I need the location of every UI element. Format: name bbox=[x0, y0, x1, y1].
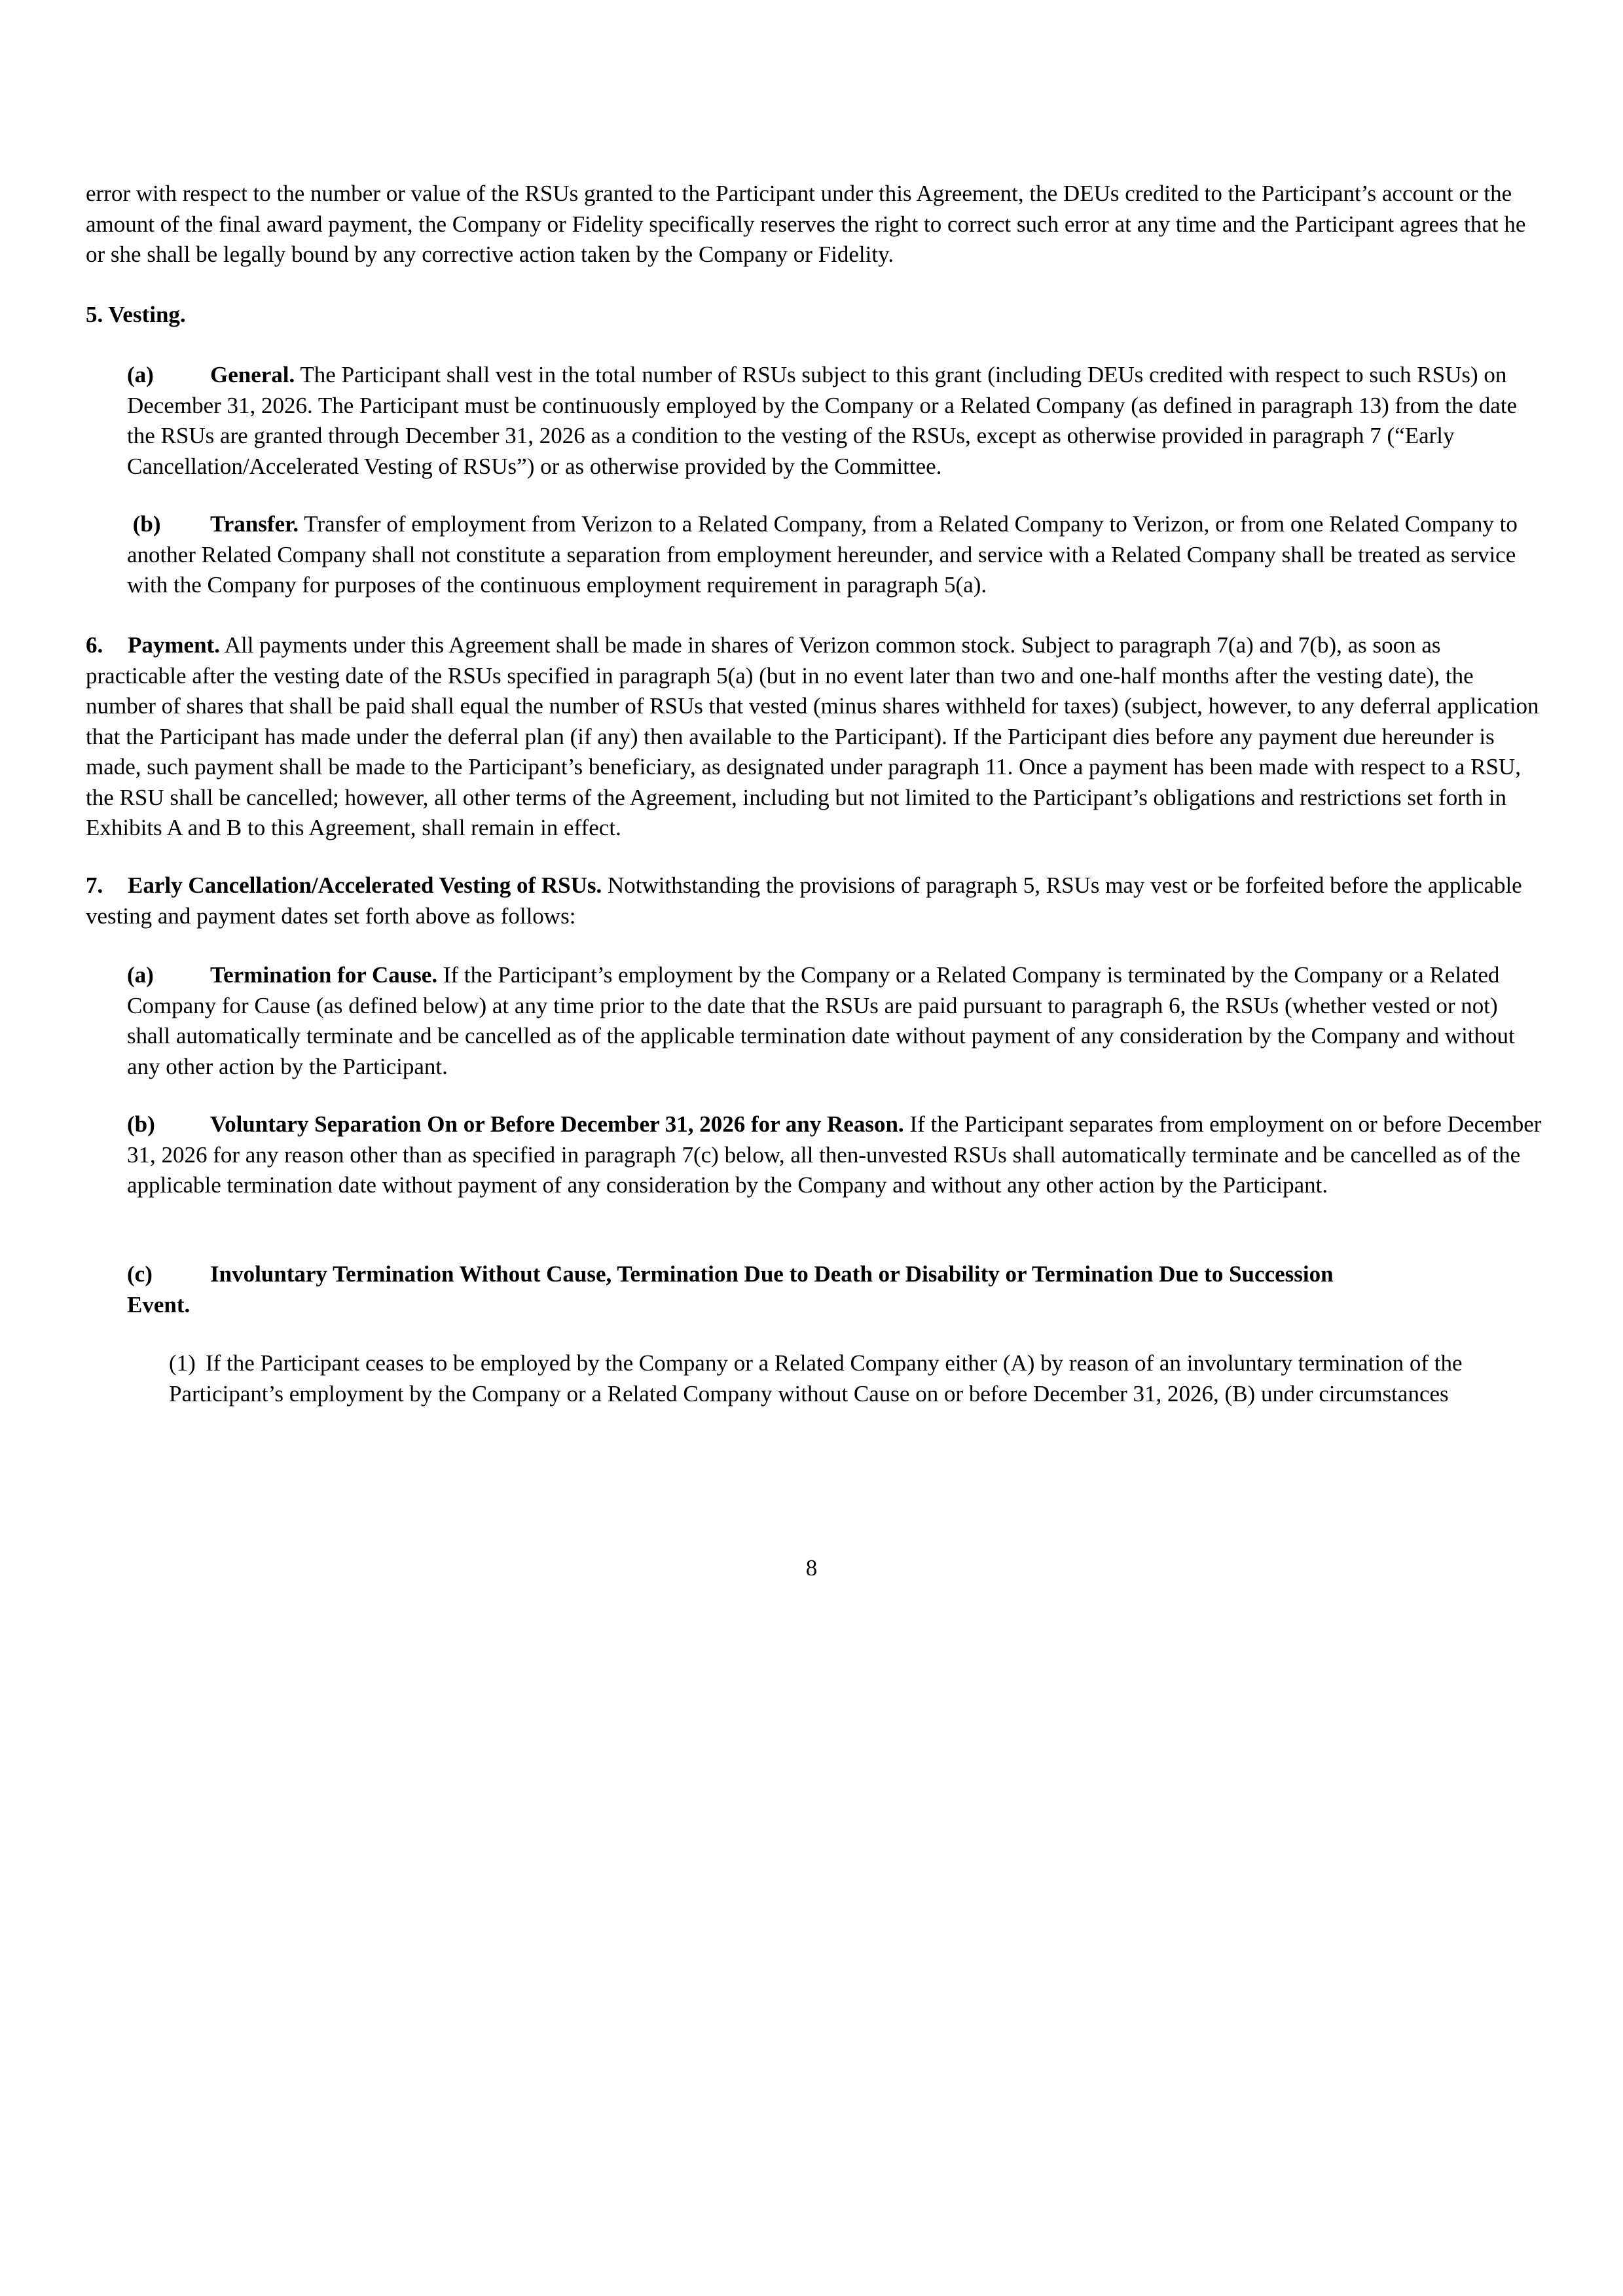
section-5b-text: Transfer of employment from Verizon to a Related Company, from a Related Company to Verizon, or from one Related Company to another Related Company shall not constitute a separation from employment hereunder, and service with a Related Company shall be treated as service with the Company for purposes of the continuous employment requirement in paragraph 5(a). bbox=[127, 511, 1518, 598]
section-5b-title: Transfer. bbox=[210, 511, 299, 537]
section-5-heading bbox=[86, 300, 1542, 331]
section-5a-text: The Participant shall vest in the total number of RSUs subject to this grant (including DEUs credited with respect to such RSUs) on December 31, 2026. The Participant must be continuously employed by the Company or a Related Company (as defined in paragraph 13) from the date the RSUs are granted through December 31, 2026 as a condition to the vesting of the RSUs, except as otherwise provided in paragraph 7 (“Early Cancellation/Accelerated Vesting of RSUs”) or as otherwise provided by the Committee. bbox=[127, 362, 1518, 479]
section-5b-paragraph bbox=[127, 509, 1542, 601]
section-7b-label: (b) bbox=[127, 1111, 155, 1137]
section-5b-label: (b) bbox=[127, 511, 161, 537]
section-7c-title: Involuntary Termination Without Cause, Termination Due to Death or Disability or Termination Due to Succession Event. bbox=[127, 1261, 1334, 1318]
section-6-label: 6. bbox=[86, 632, 103, 658]
section-7c1-label: (1) bbox=[169, 1350, 196, 1376]
section-6-title: Payment. bbox=[128, 632, 220, 658]
section-7c1-paragraph bbox=[169, 1348, 1542, 1409]
section-7-title: Early Cancellation/Accelerated Vesting of RSUs. bbox=[128, 872, 602, 898]
section-7-paragraph bbox=[86, 870, 1542, 931]
section-5-title: 5. Vesting. bbox=[86, 302, 186, 327]
section-7b-title: Voluntary Separation On or Before December 31, 2026 for any Reason. bbox=[210, 1111, 904, 1137]
section-5a-paragraph bbox=[127, 360, 1542, 482]
section-7b-text: If the Participant separates from employment on or before December 31, 2026 for any reason other than as specified in paragraph 7(c) below, all then-unvested RSUs shall automatically terminate and be cancelled as of the applicable termination date without payment of any consideration by the Company and without any other action by the Participant. bbox=[127, 1111, 1542, 1198]
section-7a-title: Termination for Cause. bbox=[210, 962, 438, 988]
section-7b-paragraph bbox=[127, 1109, 1542, 1201]
section-5a-label: (a) bbox=[127, 362, 154, 387]
section-7c-label: (c) bbox=[127, 1261, 153, 1287]
section-7-label: 7. bbox=[86, 872, 103, 898]
section-5a-title: General. bbox=[210, 362, 295, 387]
section-6-text: All payments under this Agreement shall be made in shares of Verizon common stock. Subject to paragraph 7(a) and 7(b), as soon as practicable after the vesting date of the RSUs specified in paragraph 5(a) (but in no event later than two and one-half months after the vesting date), the number of shares that shall be paid shall equal the number of RSUs that vested (minus shares withheld for taxes) (subject, however, to any deferral application that the Participant has made under the deferral plan (if any) then available to the Participant). If the Participant dies before any payment due hereunder is made, such payment shall be made to the Participant’s beneficiary, as designated under paragraph 11. Once a payment has been made with respect to a RSU, the RSU shall be cancelled; however, all other terms of the Agreement, including but not limited to the Participant’s obligations and restrictions set forth in Exhibits A and B to this Agreement, shall remain in effect. bbox=[86, 632, 1539, 840]
section-7c-paragraph bbox=[127, 1259, 1371, 1320]
intro-paragraph bbox=[86, 179, 1542, 270]
intro-text: error with respect to the number or value of the RSUs granted to the Participant under this Agreement, the DEUs credited to the Participant’s account or the amount of the final award payment, the Company or Fidelity specifically reserves the right to correct such error at any time and the Participant agrees that he or she shall be legally bound by any corrective action taken by the Company or Fidelity. bbox=[86, 181, 1526, 267]
section-7a-text: If the Participant’s employment by the Company or a Related Company is terminated by the Company or a Related Company for Cause (as defined below) at any time prior to the date that the RSUs are paid pursuant to paragraph 6, the RSUs (whether vested or not) shall automatically terminate and be cancelled as of the applicable termination date without payment of any consideration by the Company and without any other action by the Participant. bbox=[127, 962, 1515, 1079]
section-7a-label: (a) bbox=[127, 962, 154, 988]
section-6-paragraph bbox=[86, 630, 1542, 844]
section-7c1-text: If the Participant ceases to be employed by the Company or a Related Company either (A) by reason of an involuntary termination of the Participant’s employment by the Company or a Related Company without Cause on or before December 31, 2026, (B) under circumstances bbox=[169, 1350, 1463, 1407]
section-7a-paragraph bbox=[127, 960, 1542, 1082]
page-number: 8 bbox=[805, 1555, 818, 1581]
section-7-text: Notwithstanding the provisions of paragraph 5, RSUs may vest or be forfeited before the applicable vesting and payment dates set forth above as follows: bbox=[86, 872, 1522, 929]
